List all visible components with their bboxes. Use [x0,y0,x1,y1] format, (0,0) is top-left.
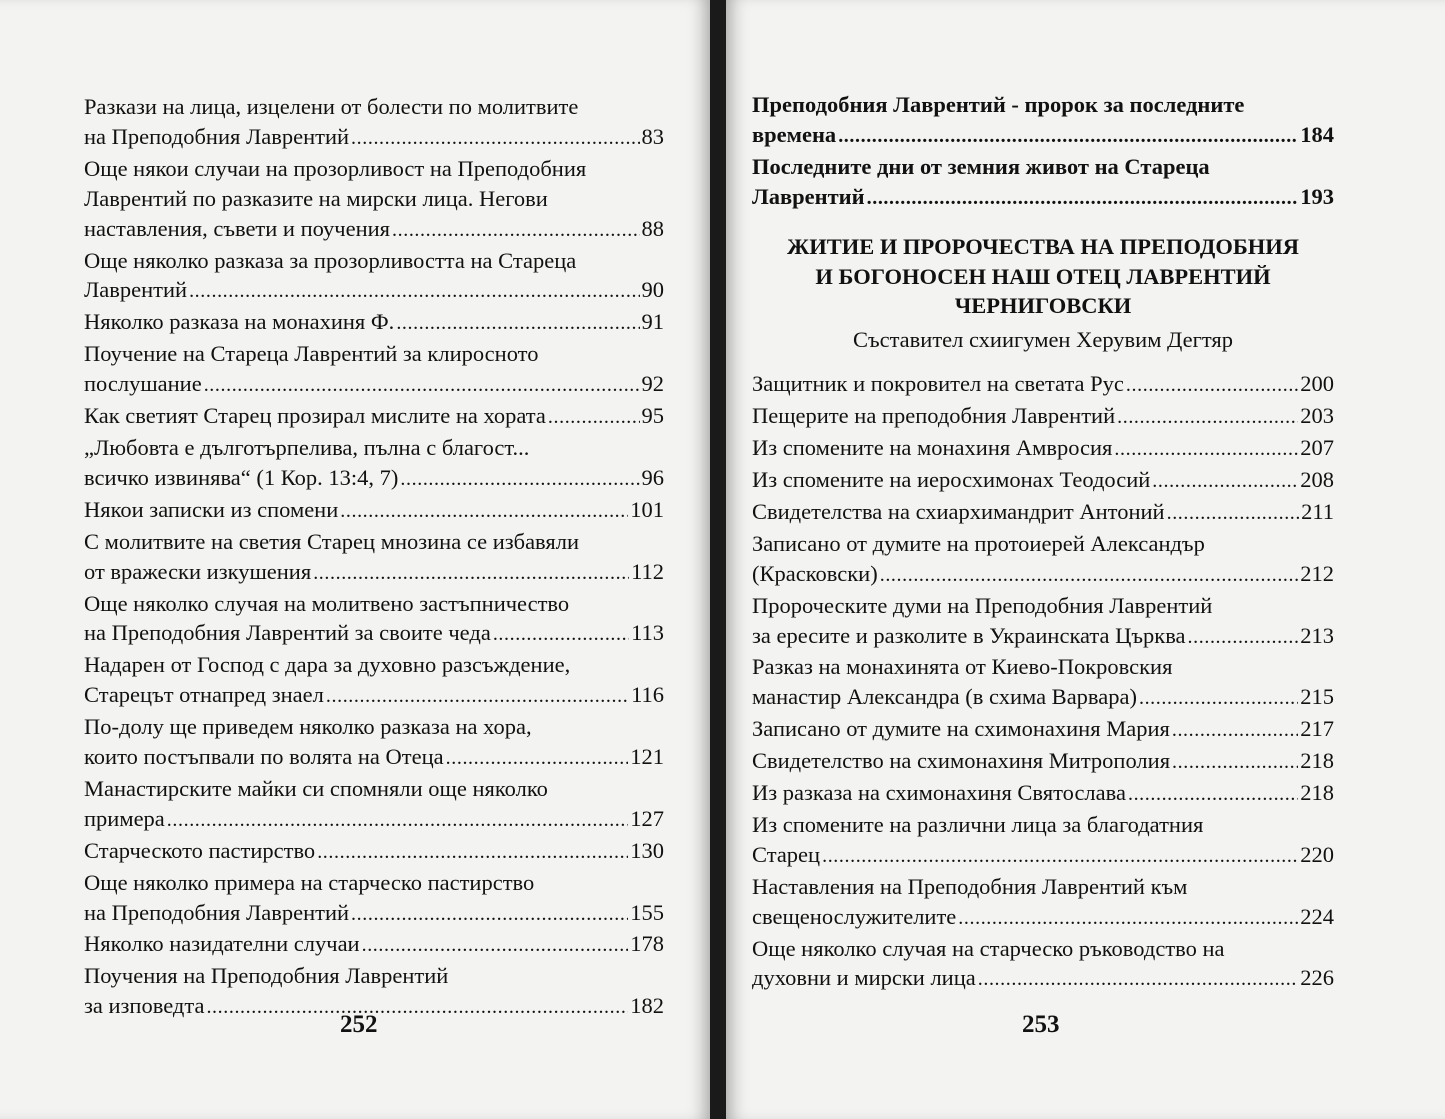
toc-entry [752,810,1334,872]
toc-entry [84,495,664,527]
toc-entry [84,154,664,246]
toc-entry-last-line [84,214,664,246]
toc-entry-line: Лаврентий по разказите на мирски лица. Негови [84,185,548,211]
toc-page-number: 211 [1301,498,1334,524]
toc-entry-last-line [84,929,664,961]
compiler-line: Съставител схиигумен Херувим Дегтяр [852,327,1234,353]
toc-page-number: 184 [1300,121,1334,147]
toc-page-number: 178 [630,931,664,957]
toc-entry-title: манастир Александра (в схима Варвара) [752,684,1137,710]
toc-entry-title: (Красковски) [752,560,878,586]
toc-page-number: 217 [1300,716,1334,742]
toc-entry-title: свещенослужителите [752,903,957,929]
toc-entry-title: които постъпвали по волята на Отеца [84,744,444,770]
toc-page-number: 121 [630,744,664,770]
left-page [0,0,710,1119]
toc-entry-title: Старецът отнапред знаел [84,682,324,708]
toc-entry-title: духовни и мирски лица [752,965,976,991]
toc-page-number: 218 [1300,780,1334,806]
toc-entry-title: Защитник и покровител на светата Рус [752,371,1124,397]
toc-entry [752,652,1334,714]
dot-leader [1128,780,1298,810]
toc-page-number: 224 [1300,903,1334,929]
toc-entry-title: наставления, съвети и поучения [84,215,391,241]
toc-page-number: 155 [630,899,664,925]
toc-entry [84,712,664,774]
toc-entry-last-line [752,902,1334,934]
toc-entry-line: Поучения на Преподобния Лаврентий [84,963,449,989]
toc-entry-line: По-долу ще приведем няколко разказа на хора, [84,714,532,740]
toc-entry [84,868,664,930]
toc-entry-last-line [752,621,1334,653]
toc-entry [84,401,664,433]
dot-leader [880,561,1299,591]
toc-entry-title: Няколко назидателни случаи [84,931,360,957]
toc-entry-title: всичко извинява“ (1 Кор. 13:4, 7) [84,464,399,490]
toc-page-number: 127 [630,805,664,831]
toc-entry-line: Още няколко разказа за прозорливостта на Стареца [84,247,577,273]
toc-entry-line: Поучение на Стареца Лаврентий за клиросното [84,341,539,367]
toc-entry-last-line [84,307,664,339]
toc-entry [752,90,1334,152]
dot-leader [396,309,639,339]
toc-entry-line: Разкази на лица, изцелени от болести по молитвите [84,94,579,119]
toc-entry-line: С молитвите на светия Старец мнозина се избавяли [84,528,579,554]
dot-leader [167,806,628,836]
toc-entry [84,246,664,308]
toc-entry [752,152,1334,214]
dot-leader [400,465,639,495]
toc-entry-last-line [752,682,1334,714]
toc-entry-line: Надарен от Господ с дара за духовно разсъждение, [84,652,571,678]
toc-entry-title: Свидетелство на схимонахиня Митрополия [752,748,1171,774]
toc-entry-last-line [752,714,1334,746]
toc-entry [84,774,664,836]
toc-page-number: 226 [1300,965,1334,991]
toc-page-number: 83 [641,123,664,149]
toc-entry-title: Из спомените на монахиня Амвросия [752,435,1113,461]
dot-leader [1117,403,1298,433]
toc-entry-title: Някои записки из спомени [84,496,339,522]
toc-entry-title: Лаврентий [84,277,188,303]
toc-entry [84,339,664,401]
toc-page-number: 218 [1300,748,1334,774]
toc-page-number: 130 [630,837,664,863]
toc-entry [84,929,664,961]
toc-entry [84,527,664,589]
dot-leader [1167,499,1299,529]
toc-entry [752,433,1334,465]
toc-page-number: 96 [641,464,664,490]
toc-entry-last-line [752,840,1334,872]
toc-entry [752,529,1334,591]
toc-page-number: 91 [641,309,664,335]
toc-entry-title: Из разказа на схимонахиня Святослава [752,780,1126,806]
toc-entry [752,591,1334,653]
dot-leader [351,124,639,154]
toc-page-number: 213 [1300,622,1334,648]
dot-leader [978,965,1299,995]
toc-entry [752,746,1334,778]
toc-entry [752,465,1334,497]
toc-entry [752,401,1334,433]
toc-entry [84,307,664,339]
toc-page-number: 207 [1300,435,1334,461]
toc-entry-line: Още няколко случая на старческо ръководство на [752,935,1225,961]
toc-entry-last-line [84,898,664,930]
toc-page-number: 220 [1300,841,1334,867]
section-heading: ЖИТИЕ И ПРОРОЧЕСТВА НА ПРЕПОДОБНИЯ И БОГОНОСЕН НАШ ОТЕЦ ЛАВРЕНТИЙ ЧЕРНИГОВСКИ [786,233,1300,319]
toc-entry-title: примера [84,805,165,831]
dot-leader [206,993,628,1023]
dot-leader [1188,623,1299,653]
toc-entry [752,872,1334,934]
toc-entry-title: на Преподобния Лаврентий за своите чеда [84,620,491,646]
right-toc [752,90,1334,995]
toc-entry [752,778,1334,810]
toc-entry-title: Как светият Старец прозирал мислите на хората [84,403,546,429]
toc-entry-title: времена [752,121,837,147]
toc-entry-last-line [84,369,664,401]
toc-entry-last-line [84,495,664,527]
dot-leader [340,497,628,527]
toc-entry-title: Свидетелства на схиархимандрит Антоний [752,498,1165,524]
toc-entry-last-line [84,680,664,712]
toc-entry-title: Записано от думите на схимонахиня Мария [752,716,1170,742]
toc-entry [84,650,664,712]
toc-entry [84,92,664,154]
left-page-number: 252 [340,1011,378,1038]
toc-page-number: 113 [631,620,664,646]
toc-entry-last-line [752,465,1334,497]
dot-leader [446,744,629,774]
toc-entry-last-line [84,463,664,495]
toc-page-number: 116 [631,682,664,708]
dot-leader [1172,748,1298,778]
toc-page-number: 208 [1300,466,1334,492]
toc-entry [752,497,1334,529]
toc-entry-line: Последните дни от земния живот на Стареца [752,153,1210,179]
left-toc [84,92,664,1023]
dot-leader [1152,467,1298,497]
dot-leader [1172,716,1298,746]
toc-page-number: 193 [1300,183,1334,209]
right-page [726,0,1445,1119]
toc-entry-title: Старец [752,841,821,867]
toc-entry-line: Наставления на Преподобния Лаврентий към [752,873,1188,899]
toc-entry-last-line [752,120,1334,152]
toc-entry [84,836,664,868]
toc-entry-last-line [752,369,1334,401]
toc-page-number: 92 [641,371,664,397]
toc-entry-line: Из спомените на различни лица за благодатния [752,811,1204,837]
dot-leader [362,931,629,961]
toc-entry-title: за изповедта [84,993,205,1019]
toc-entry-last-line [84,557,664,589]
toc-entry-last-line [752,433,1334,465]
dot-leader [1114,435,1298,465]
dot-leader [317,838,628,868]
toc-entry-line: Разказ на монахинята от Киево-Покровския [752,654,1173,680]
toc-entry-last-line [752,559,1334,591]
toc-entry-last-line [84,742,664,774]
toc-page-number: 182 [630,993,664,1019]
dot-leader [548,403,640,433]
dot-leader [313,559,629,589]
dot-leader [351,900,628,930]
toc-page-number: 200 [1300,371,1334,397]
toc-entry-last-line [84,122,664,154]
toc-entry [84,433,664,495]
toc-entry-line: Манастирските майки си спомняли още няколко [84,775,548,801]
toc-entry-last-line [84,401,664,433]
toc-page-number: 212 [1300,560,1334,586]
dot-leader [493,620,629,650]
toc-page-number: 112 [631,558,664,584]
toc-entry [752,934,1334,996]
toc-entry-last-line [752,746,1334,778]
toc-entry-title: Из спомените на иеросхимонах Теодосий [752,466,1151,492]
toc-entry-line: Преподобния Лаврентий - пророк за последните [752,92,1245,117]
toc-entry-title: Няколко разказа на монахиня Ф. [84,309,395,335]
toc-entry-title: на Преподобния Лаврентий [84,899,350,925]
toc-entry-line: Още някои случаи на прозорливост на Преподобния [84,155,587,181]
toc-entry-line: Записано от думите на протоиерей Александър [752,530,1205,556]
toc-entry-line: Пророческите думи на Преподобния Лаврентий [752,592,1213,618]
toc-entry [752,714,1334,746]
dot-leader [392,216,639,246]
right-page-number: 253 [1022,1011,1060,1038]
dot-leader [204,371,640,401]
toc-entry-title: послушание [84,371,202,397]
toc-page-number: 95 [641,403,664,429]
toc-entry-last-line [84,618,664,650]
toc-entry-title: Пещерите на преподобния Лаврентий [752,403,1116,429]
toc-entry-title: Лаврентий [752,183,865,209]
dot-leader [838,122,1298,152]
toc-page-number: 215 [1300,684,1334,710]
toc-entry-last-line [752,778,1334,810]
dot-leader [958,904,1298,934]
toc-page-number: 101 [630,496,664,522]
dot-leader [1139,684,1298,714]
dot-leader [1126,371,1298,401]
toc-entry-title: от вражески изкушения [84,558,312,584]
dot-leader [326,682,629,712]
toc-entry-last-line [84,275,664,307]
toc-entry [84,589,664,651]
dot-leader [189,277,639,307]
toc-entry-title: Старческото пастирство [84,837,316,863]
toc-entry-last-line [84,836,664,868]
dot-leader [822,842,1298,872]
toc-page-number: 203 [1300,403,1334,429]
toc-entry-last-line [84,804,664,836]
book-gutter [710,0,726,1119]
toc-entry-line: „Любовта е дълготърпелива, пълна с благост... [84,434,530,460]
toc-entry-line: Още няколко примера на старческо пастирство [84,869,535,895]
toc-entry-title: на Преподобния Лаврентий [84,123,350,149]
toc-entry-last-line [752,497,1334,529]
toc-entry-last-line [752,401,1334,433]
toc-entry-last-line [752,182,1334,214]
dot-leader [867,184,1299,214]
toc-entry [752,369,1334,401]
toc-entry-title: за ересите и разколите в Украинската Църква [752,622,1186,648]
toc-page-number: 88 [641,215,664,241]
toc-entry-line: Още няколко случая на молитвено застъпничество [84,590,570,616]
toc-entry-last-line [752,963,1334,995]
toc-page-number: 90 [641,277,664,303]
